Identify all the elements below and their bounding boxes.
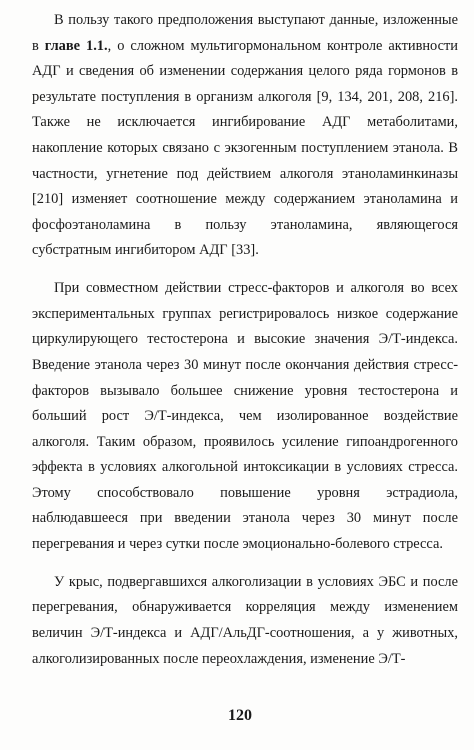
- paragraph-1-text-a: В пользу такого предположения выступают данные, изложенные в: [32, 12, 458, 54]
- paragraph-2-text: При совместном действии стресс-факторов и алкоголя во всех экспериментальных группах регистрировалось низкое содержание циркулирующего тестостерона и высокие значения Э/Т-индекса. Введение этанола через 30 минут после окончания действия стресс-факторов вызывало большее снижение уровня тестостерона и больший рост Э/Т-индекса, чем изолированное воздействие алкоголя. Таким образом, проявилось усиление гипоандрогенного эффекта в условиях алкогольной интоксикации в условиях стресса. Этому способствовало повышение уровня эстрадиола, наблюдавшееся при введении этанола через 30 минут после перегревания и через сутки после эмоционально-болевого стресса.: [32, 280, 458, 553]
- paragraph-2: [32, 276, 458, 558]
- paragraph-3: [32, 570, 458, 672]
- body-text: [32, 8, 458, 672]
- paragraph-1: [32, 8, 458, 264]
- paragraph-3-text: У крыс, подвергавшихся алкоголизации в условиях ЭБС и после перегревания, обнаруживается корреляция между изменением величин Э/Т-индекса и АДГ/АльДГ-соотношения, а у животных, алкоголизированных после переохлаждения, изменение Э/Т-: [32, 573, 458, 667]
- page-number: 120: [228, 707, 252, 724]
- paragraph-1-text-b: , о сложном мультигормональном контроле активности АДГ и сведения об изменении содержания целого ряда гормонов в результате поступления в организм алкоголя [9, 134, 201, 208, 216]. Также не исключается ингибирование АДГ метаболитами, накопление которых связано с экзогенным поступлением этанола. В частности, угнетение под действием алкоголя этаноламинкиназы [210] изменяет соотношение между содержанием этаноламина и фосфоэтаноламина в пользу этаноламина, являющегося субстратным ингибитором АДГ [33].: [32, 37, 458, 259]
- chapter-reference: главе 1.1.: [44, 37, 108, 54]
